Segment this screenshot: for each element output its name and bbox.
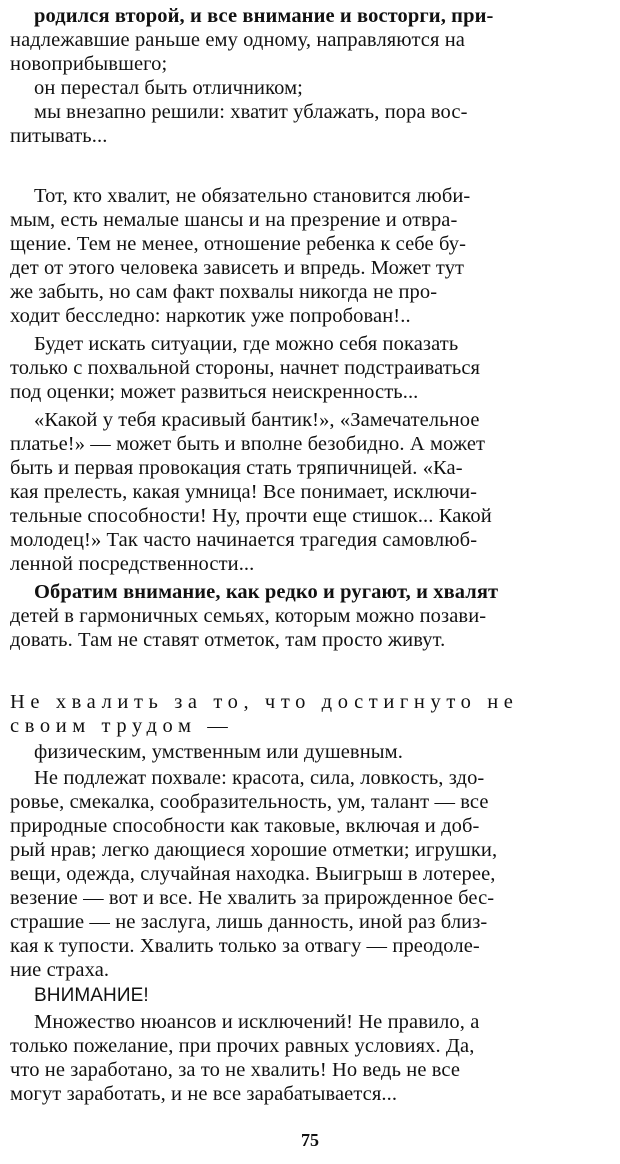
text-line: мы внезапно решили: хватит ублажать, пора вос- [34,101,468,123]
text-line: могут заработать, и не все зарабатывается... [10,1083,398,1105]
text-line: он перестал быть отличником; [34,77,303,99]
section-heading: ВНИМАНИЕ! [34,985,149,1006]
text-line: молодец!» Так часто начинается трагедия самовлюб- [10,529,478,551]
page-number: 75 [301,1130,319,1150]
text-line: ние страха. [10,959,110,981]
text-line: ровье, смекалка, сообразительность, ум, талант — все [10,791,489,813]
text-line: Не подлежат похвале: красота, сила, ловкость, здо- [34,767,485,789]
text-line: ходит бесследно: наркотик уже попробован!.. [10,305,411,327]
text-line: своим трудом — [10,715,234,737]
text-line: быть и первая провокация стать тряпичницей. «Ка- [10,457,463,479]
text-line: Обратим внимание, как редко и ругают, и хвалят [34,581,499,603]
text-line: вещи, одежда, случайная находка. Выигрыш в лотерее, [10,863,496,885]
text-line: же забыть, но сам факт похвалы никогда не про- [10,281,438,303]
text-line: кая к тупости. Хвалить только за отвагу — преодоле- [10,935,480,957]
text-line: довать. Там не ставят отметок, там просто живут. [10,629,446,651]
text-line: дет от этого человека зависеть и впредь. Может тут [10,257,465,279]
text-line: Множество нюансов и исключений! Не правило, а [34,1011,480,1033]
text-line: новоприбывшего; [10,53,168,75]
text-line: детей в гармоничных семьях, которым можно позави- [10,605,487,627]
text-line: питывать... [10,125,108,147]
text-line: надлежавшие раньше ему одному, направляются на [10,29,465,51]
text-line: Будет искать ситуации, где можно себя показать [34,333,459,355]
text-line: кая прелесть, какая умница! Все понимает, исключи- [10,481,478,503]
text-line: физическим, умственным или душевным. [34,741,403,763]
text-line: родился второй, и все внимание и восторги, при- [34,5,494,27]
text-line: ленной посредственности... [10,553,255,575]
text-line: природные способности как таковые, включая и доб- [10,815,480,837]
text-line: под оценки; может развиться неискренность... [10,381,419,403]
text-line: Тот, кто хвалит, не обязательно становится люби- [34,185,471,207]
text-line: рый нрав; легко дающиеся хорошие отметки; игрушки, [10,839,498,861]
text-line: мым, есть немалые шансы и на презрение и отвра- [10,209,458,231]
text-line: «Какой у тебя красивый бантик!», «Замечательное [34,409,480,431]
text-line: Не хвалить за то, что достигнуто не [10,691,519,713]
text-line: везение — вот и все. Не хвалить за прирожденное бес- [10,887,495,909]
text-line: только пожелание, при прочих равных условиях. Да, [10,1035,475,1057]
text-line: что не заработано, за то не хвалить! Но ведь не все [10,1059,461,1081]
text-line: только с похвальной стороны, начнет подстраиваться [10,357,481,379]
text-line: щение. Тем не менее, отношение ребенка к себе бу- [10,233,466,255]
text-line: тельные способности! Ну, прочти еще стишок... Какой [10,505,492,527]
text-line: платье!» — может быть и вполне безобидно. А может [10,433,486,455]
text-line: страшие — не заслуга, лишь данность, иной раз близ- [10,911,488,933]
